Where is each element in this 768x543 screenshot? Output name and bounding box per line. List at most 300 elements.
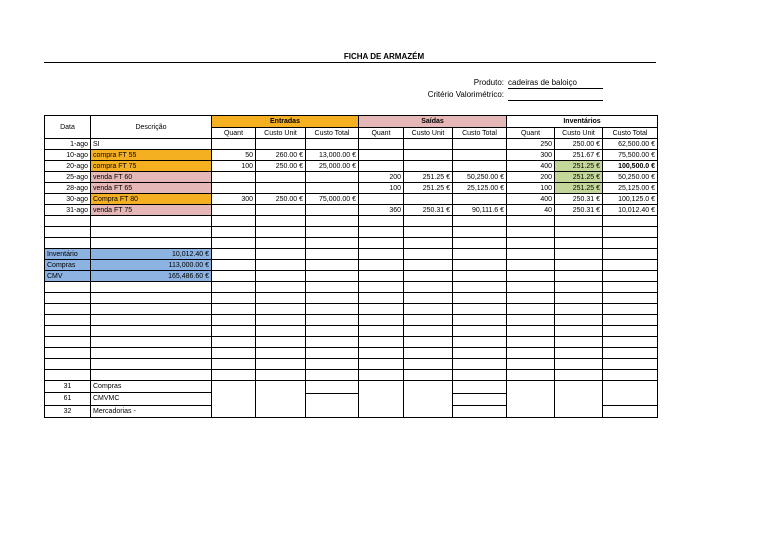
row-entradas-custo-total[interactable]: 25,000.00 € xyxy=(306,161,359,172)
empty-cell[interactable] xyxy=(404,359,453,370)
row-saidas-quant[interactable] xyxy=(359,161,404,172)
empty-cell[interactable] xyxy=(359,315,404,326)
empty-cell[interactable] xyxy=(212,282,256,293)
empty-cell[interactable] xyxy=(555,216,603,227)
empty-cell[interactable] xyxy=(306,359,359,370)
table-row xyxy=(45,172,658,183)
empty-cell[interactable] xyxy=(212,304,256,315)
row-saidas-custo-unit[interactable]: 250.31 € xyxy=(404,205,453,216)
empty-cell[interactable] xyxy=(91,315,212,326)
empty-cell[interactable] xyxy=(212,337,256,348)
row-saidas-custo-unit[interactable] xyxy=(404,139,453,150)
empty-cell[interactable] xyxy=(256,337,306,348)
empty-cell[interactable] xyxy=(91,227,212,238)
total-divider xyxy=(306,393,358,394)
empty-cell[interactable] xyxy=(45,227,91,238)
row-entradas-custo-total[interactable] xyxy=(306,172,359,183)
empty-cell[interactable] xyxy=(306,227,359,238)
row-date[interactable]: 31-ago xyxy=(45,205,91,216)
empty-cell[interactable] xyxy=(404,238,453,249)
empty-cell[interactable] xyxy=(453,304,507,315)
empty-cell[interactable] xyxy=(603,216,658,227)
row-entradas-custo-unit[interactable] xyxy=(256,172,306,183)
footer-value-cell[interactable] xyxy=(404,381,453,418)
row-inventario-quant[interactable]: 40 xyxy=(507,205,555,216)
footer-value-cell[interactable] xyxy=(507,381,555,418)
table-row xyxy=(45,359,658,370)
empty-cell[interactable] xyxy=(603,326,658,337)
empty-cell[interactable] xyxy=(306,216,359,227)
row-entradas-quant[interactable]: 300 xyxy=(212,194,256,205)
row-inventario-quant[interactable]: 200 xyxy=(507,172,555,183)
empty-cell[interactable] xyxy=(555,282,603,293)
empty-cell[interactable] xyxy=(603,271,658,282)
table-row xyxy=(45,304,658,315)
table-row xyxy=(45,326,658,337)
empty-cell[interactable] xyxy=(603,359,658,370)
header-saidas-custo-unit: Custo Unit xyxy=(404,128,453,139)
row-saidas-custo-total[interactable] xyxy=(453,161,507,172)
row-description[interactable]: venda FT 75 xyxy=(91,205,212,216)
empty-cell[interactable] xyxy=(507,260,555,271)
empty-cell[interactable] xyxy=(453,293,507,304)
row-entradas-custo-total[interactable] xyxy=(306,205,359,216)
row-entradas-custo-unit[interactable] xyxy=(256,183,306,194)
row-inventario-quant[interactable]: 100 xyxy=(507,183,555,194)
empty-cell[interactable] xyxy=(306,293,359,304)
empty-cell[interactable] xyxy=(306,304,359,315)
summary-label[interactable]: Compras xyxy=(45,260,91,271)
empty-cell[interactable] xyxy=(404,282,453,293)
empty-cell[interactable] xyxy=(507,370,555,381)
row-date[interactable]: 10-ago xyxy=(45,150,91,161)
footer-value-cell[interactable] xyxy=(453,381,507,418)
empty-cell[interactable] xyxy=(507,238,555,249)
empty-cell[interactable] xyxy=(91,348,212,359)
row-saidas-custo-unit[interactable]: 251.25 € xyxy=(404,183,453,194)
empty-cell[interactable] xyxy=(256,227,306,238)
row-inventario-custo-unit[interactable]: 251.67 € xyxy=(555,150,603,161)
empty-cell[interactable] xyxy=(555,260,603,271)
row-date[interactable]: 20-ago xyxy=(45,161,91,172)
summary-row xyxy=(45,260,658,271)
row-inventario-custo-unit[interactable]: 251.25 € xyxy=(555,161,603,172)
empty-cell[interactable] xyxy=(212,216,256,227)
empty-cell[interactable] xyxy=(359,227,404,238)
row-entradas-quant[interactable]: 100 xyxy=(212,161,256,172)
empty-cell[interactable] xyxy=(507,359,555,370)
total-divider xyxy=(453,405,506,406)
empty-cell[interactable] xyxy=(256,304,306,315)
empty-cell[interactable] xyxy=(91,304,212,315)
empty-cell[interactable] xyxy=(404,216,453,227)
row-entradas-custo-unit[interactable]: 250.00 € xyxy=(256,194,306,205)
row-inventario-custo-unit[interactable]: 250.31 € xyxy=(555,205,603,216)
row-saidas-custo-total[interactable] xyxy=(453,150,507,161)
empty-cell[interactable] xyxy=(359,238,404,249)
summary-label[interactable]: CMV xyxy=(45,271,91,282)
empty-cell[interactable] xyxy=(555,293,603,304)
empty-cell[interactable] xyxy=(306,370,359,381)
empty-cell[interactable] xyxy=(91,359,212,370)
empty-cell[interactable] xyxy=(555,227,603,238)
empty-cell[interactable] xyxy=(507,326,555,337)
empty-cell[interactable] xyxy=(507,293,555,304)
produto-label: Produto: xyxy=(473,78,504,87)
row-entradas-quant[interactable] xyxy=(212,183,256,194)
empty-cell[interactable] xyxy=(404,315,453,326)
empty-cell[interactable] xyxy=(453,315,507,326)
empty-cell[interactable] xyxy=(45,359,91,370)
empty-cell[interactable] xyxy=(306,282,359,293)
row-saidas-custo-unit[interactable] xyxy=(404,161,453,172)
empty-cell[interactable] xyxy=(212,359,256,370)
row-saidas-custo-total[interactable]: 50,250.00 € xyxy=(453,172,507,183)
row-saidas-custo-total[interactable] xyxy=(453,194,507,205)
empty-cell[interactable] xyxy=(555,348,603,359)
empty-cell[interactable] xyxy=(404,227,453,238)
row-entradas-custo-total[interactable]: 13,000.00 € xyxy=(306,150,359,161)
empty-cell[interactable] xyxy=(212,249,256,260)
empty-cell[interactable] xyxy=(453,238,507,249)
empty-cell[interactable] xyxy=(359,304,404,315)
summary-row xyxy=(45,249,658,260)
empty-cell[interactable] xyxy=(507,249,555,260)
row-date[interactable]: 1-ago xyxy=(45,139,91,150)
empty-cell[interactable] xyxy=(359,337,404,348)
table-row xyxy=(45,238,658,249)
table-row xyxy=(45,337,658,348)
row-entradas-custo-unit[interactable] xyxy=(256,139,306,150)
row-inventario-custo-unit[interactable]: 251.25 € xyxy=(555,172,603,183)
empty-cell[interactable] xyxy=(359,216,404,227)
empty-cell[interactable] xyxy=(45,337,91,348)
footer-account-label[interactable]: Compras xyxy=(91,381,212,393)
row-inventario-quant[interactable]: 400 xyxy=(507,161,555,172)
row-saidas-custo-total[interactable]: 90,111.6 € xyxy=(453,205,507,216)
empty-cell[interactable] xyxy=(306,271,359,282)
empty-cell[interactable] xyxy=(91,326,212,337)
empty-cell[interactable] xyxy=(507,227,555,238)
empty-cell[interactable] xyxy=(256,216,306,227)
empty-cell[interactable] xyxy=(91,238,212,249)
empty-cell[interactable] xyxy=(603,238,658,249)
row-entradas-quant[interactable] xyxy=(212,172,256,183)
empty-cell[interactable] xyxy=(453,337,507,348)
table-row xyxy=(45,205,658,216)
footer-account-label[interactable]: CMVMC xyxy=(91,393,212,405)
summary-value[interactable]: 10,012.40 € xyxy=(91,249,212,260)
empty-cell[interactable] xyxy=(212,348,256,359)
empty-cell[interactable] xyxy=(256,238,306,249)
empty-cell[interactable] xyxy=(404,337,453,348)
table-row xyxy=(45,150,658,161)
empty-cell[interactable] xyxy=(256,370,306,381)
row-entradas-custo-unit[interactable]: 250.00 € xyxy=(256,161,306,172)
empty-cell[interactable] xyxy=(404,293,453,304)
row-inventario-custo-total[interactable]: 100,500.0 € xyxy=(603,161,658,172)
empty-cell[interactable] xyxy=(603,304,658,315)
row-entradas-custo-total[interactable] xyxy=(306,183,359,194)
row-entradas-quant[interactable]: 50 xyxy=(212,150,256,161)
empty-cell[interactable] xyxy=(212,271,256,282)
empty-cell[interactable] xyxy=(45,370,91,381)
row-inventario-custo-total[interactable]: 100,125.0 € xyxy=(603,194,658,205)
footer-account-label[interactable]: Mercadorias - xyxy=(91,405,212,417)
empty-cell[interactable] xyxy=(404,271,453,282)
row-entradas-quant[interactable] xyxy=(212,205,256,216)
empty-cell[interactable] xyxy=(256,359,306,370)
empty-cell[interactable] xyxy=(404,348,453,359)
row-description[interactable]: compra FT 55 xyxy=(91,150,212,161)
header-entradas-custo-unit: Custo Unit xyxy=(256,128,306,139)
empty-cell[interactable] xyxy=(507,337,555,348)
empty-cell[interactable] xyxy=(45,348,91,359)
footer-value-cell[interactable] xyxy=(603,381,658,418)
stock-sheet-table xyxy=(44,115,658,418)
empty-cell[interactable] xyxy=(453,348,507,359)
summary-label[interactable]: Inventário xyxy=(45,249,91,260)
empty-cell[interactable] xyxy=(359,282,404,293)
empty-cell[interactable] xyxy=(306,337,359,348)
empty-cell[interactable] xyxy=(603,348,658,359)
empty-cell[interactable] xyxy=(91,337,212,348)
header-descricao: Descrição xyxy=(91,116,212,139)
empty-cell[interactable] xyxy=(453,216,507,227)
row-description[interactable]: compra FT 75 xyxy=(91,161,212,172)
empty-cell[interactable] xyxy=(256,260,306,271)
row-saidas-quant[interactable] xyxy=(359,150,404,161)
empty-cell[interactable] xyxy=(256,326,306,337)
header-saidas-quant: Quant xyxy=(359,128,404,139)
row-inventario-custo-total[interactable]: 25,125.00 € xyxy=(603,183,658,194)
empty-cell[interactable] xyxy=(507,348,555,359)
footer-value-cell[interactable] xyxy=(212,381,256,418)
empty-cell[interactable] xyxy=(359,249,404,260)
table-row xyxy=(45,293,658,304)
footer-account-code[interactable]: 32 xyxy=(45,405,91,417)
row-saidas-quant[interactable]: 200 xyxy=(359,172,404,183)
empty-cell[interactable] xyxy=(212,238,256,249)
row-entradas-custo-unit[interactable] xyxy=(256,205,306,216)
empty-cell[interactable] xyxy=(404,370,453,381)
empty-cell[interactable] xyxy=(359,271,404,282)
header-inventarios: Inventários xyxy=(507,116,658,128)
row-inventario-custo-unit[interactable]: 250.31 € xyxy=(555,194,603,205)
row-date[interactable]: 25-ago xyxy=(45,172,91,183)
empty-cell[interactable] xyxy=(91,293,212,304)
summary-value[interactable]: 113,000.00 € xyxy=(91,260,212,271)
empty-cell[interactable] xyxy=(404,326,453,337)
empty-cell[interactable] xyxy=(45,216,91,227)
empty-cell[interactable] xyxy=(453,249,507,260)
empty-cell[interactable] xyxy=(45,304,91,315)
empty-cell[interactable] xyxy=(404,304,453,315)
empty-cell[interactable] xyxy=(404,249,453,260)
empty-cell[interactable] xyxy=(306,238,359,249)
empty-cell[interactable] xyxy=(45,282,91,293)
empty-cell[interactable] xyxy=(555,326,603,337)
table-row xyxy=(45,216,658,227)
empty-cell[interactable] xyxy=(507,216,555,227)
empty-cell[interactable] xyxy=(603,337,658,348)
row-inventario-custo-unit[interactable]: 250.00 € xyxy=(555,139,603,150)
table-row xyxy=(45,161,658,172)
row-entradas-custo-total[interactable]: 75,000.00 € xyxy=(306,194,359,205)
row-saidas-custo-unit[interactable] xyxy=(404,150,453,161)
row-saidas-quant[interactable]: 360 xyxy=(359,205,404,216)
empty-cell[interactable] xyxy=(404,260,453,271)
row-inventario-custo-total[interactable]: 50,250.00 € xyxy=(603,172,658,183)
empty-cell[interactable] xyxy=(555,249,603,260)
summary-value[interactable]: 165,486.60 € xyxy=(91,271,212,282)
empty-cell[interactable] xyxy=(453,271,507,282)
empty-cell[interactable] xyxy=(45,326,91,337)
row-description[interactable]: venda FT 60 xyxy=(91,172,212,183)
empty-cell[interactable] xyxy=(453,370,507,381)
footer-account-code[interactable]: 61 xyxy=(45,393,91,405)
table-row xyxy=(45,370,658,381)
table-row xyxy=(45,139,658,150)
row-inventario-custo-total[interactable]: 75,500.00 € xyxy=(603,150,658,161)
empty-cell[interactable] xyxy=(507,315,555,326)
row-entradas-custo-total[interactable] xyxy=(306,139,359,150)
empty-cell[interactable] xyxy=(359,293,404,304)
empty-cell[interactable] xyxy=(359,359,404,370)
empty-cell[interactable] xyxy=(45,315,91,326)
row-entradas-quant[interactable] xyxy=(212,139,256,150)
criterio-value[interactable] xyxy=(508,90,603,101)
header-entradas-custo-total: Custo Total xyxy=(306,128,359,139)
row-saidas-custo-unit[interactable] xyxy=(404,194,453,205)
empty-cell[interactable] xyxy=(603,282,658,293)
total-divider xyxy=(603,405,657,406)
table-row xyxy=(45,183,658,194)
empty-cell[interactable] xyxy=(507,282,555,293)
header-inventarios-custo-unit: Custo Unit xyxy=(555,128,603,139)
empty-cell[interactable] xyxy=(603,249,658,260)
row-inventario-quant[interactable]: 250 xyxy=(507,139,555,150)
empty-cell[interactable] xyxy=(212,326,256,337)
empty-cell[interactable] xyxy=(212,227,256,238)
footer-account-code[interactable]: 31 xyxy=(45,381,91,393)
empty-cell[interactable] xyxy=(306,326,359,337)
empty-cell[interactable] xyxy=(555,359,603,370)
empty-cell[interactable] xyxy=(603,293,658,304)
empty-cell[interactable] xyxy=(91,282,212,293)
empty-cell[interactable] xyxy=(359,326,404,337)
empty-cell[interactable] xyxy=(603,227,658,238)
empty-cell[interactable] xyxy=(555,271,603,282)
total-divider xyxy=(453,393,506,394)
empty-cell[interactable] xyxy=(507,271,555,282)
empty-cell[interactable] xyxy=(453,359,507,370)
summary-row xyxy=(45,271,658,282)
empty-cell[interactable] xyxy=(359,348,404,359)
row-entradas-custo-unit[interactable]: 260.00 € xyxy=(256,150,306,161)
row-inventario-custo-total[interactable]: 62,500.00 € xyxy=(603,139,658,150)
empty-cell[interactable] xyxy=(453,260,507,271)
table-row xyxy=(45,315,658,326)
empty-cell[interactable] xyxy=(306,348,359,359)
footer-value-cell[interactable] xyxy=(555,381,603,418)
empty-cell[interactable] xyxy=(45,238,91,249)
row-saidas-quant[interactable] xyxy=(359,139,404,150)
empty-cell[interactable] xyxy=(603,260,658,271)
empty-cell[interactable] xyxy=(306,260,359,271)
footer-value-cell[interactable] xyxy=(359,381,404,418)
empty-cell[interactable] xyxy=(603,370,658,381)
empty-cell[interactable] xyxy=(306,249,359,260)
row-saidas-custo-total[interactable] xyxy=(453,139,507,150)
empty-cell[interactable] xyxy=(359,370,404,381)
row-description[interactable]: SI xyxy=(91,139,212,150)
empty-cell[interactable] xyxy=(45,293,91,304)
empty-cell[interactable] xyxy=(555,304,603,315)
empty-cell[interactable] xyxy=(91,370,212,381)
empty-cell[interactable] xyxy=(212,370,256,381)
header-saidas: Saídas xyxy=(359,116,507,128)
header-entradas: Entradas xyxy=(212,116,359,128)
empty-cell[interactable] xyxy=(256,293,306,304)
row-saidas-quant[interactable]: 100 xyxy=(359,183,404,194)
row-inventario-quant[interactable]: 300 xyxy=(507,150,555,161)
row-inventario-custo-unit[interactable]: 251.25 € xyxy=(555,183,603,194)
empty-cell[interactable] xyxy=(256,282,306,293)
header-data: Data xyxy=(45,116,91,139)
sheet-title: FICHA DE ARMAZÉM xyxy=(343,52,425,61)
table-row xyxy=(45,348,658,359)
header-saidas-custo-total: Custo Total xyxy=(453,128,507,139)
empty-cell[interactable] xyxy=(453,227,507,238)
row-date[interactable]: 28-ago xyxy=(45,183,91,194)
footer-value-cell[interactable] xyxy=(256,381,306,418)
row-saidas-custo-total[interactable]: 25,125.00 € xyxy=(453,183,507,194)
empty-cell[interactable] xyxy=(91,216,212,227)
empty-cell[interactable] xyxy=(603,315,658,326)
empty-cell[interactable] xyxy=(555,337,603,348)
empty-cell[interactable] xyxy=(212,293,256,304)
empty-cell[interactable] xyxy=(256,348,306,359)
empty-cell[interactable] xyxy=(555,238,603,249)
empty-cell[interactable] xyxy=(256,315,306,326)
empty-cell[interactable] xyxy=(453,282,507,293)
empty-cell[interactable] xyxy=(555,370,603,381)
row-description[interactable]: Compra FT 80 xyxy=(91,194,212,205)
footer-value-cell[interactable] xyxy=(306,381,359,418)
criterio-label: Critério Valorimétrico: xyxy=(427,90,504,99)
header-inventarios-custo-total: Custo Total xyxy=(603,128,658,139)
header-entradas-quant: Quant xyxy=(212,128,256,139)
row-inventario-quant[interactable]: 400 xyxy=(507,194,555,205)
empty-cell[interactable] xyxy=(359,260,404,271)
row-date[interactable]: 30-ago xyxy=(45,194,91,205)
empty-cell[interactable] xyxy=(306,315,359,326)
empty-cell[interactable] xyxy=(212,315,256,326)
row-description[interactable]: venda FT 65 xyxy=(91,183,212,194)
empty-cell[interactable] xyxy=(555,315,603,326)
empty-cell[interactable] xyxy=(212,260,256,271)
row-saidas-quant[interactable] xyxy=(359,194,404,205)
empty-cell[interactable] xyxy=(256,249,306,260)
header-inventarios-quant: Quant xyxy=(507,128,555,139)
produto-value[interactable]: cadeiras de baloiço xyxy=(508,78,603,89)
row-saidas-custo-unit[interactable]: 251.25 € xyxy=(404,172,453,183)
empty-cell[interactable] xyxy=(256,271,306,282)
empty-cell[interactable] xyxy=(507,304,555,315)
empty-cell[interactable] xyxy=(453,326,507,337)
row-inventario-custo-total[interactable]: 10,012.40 € xyxy=(603,205,658,216)
